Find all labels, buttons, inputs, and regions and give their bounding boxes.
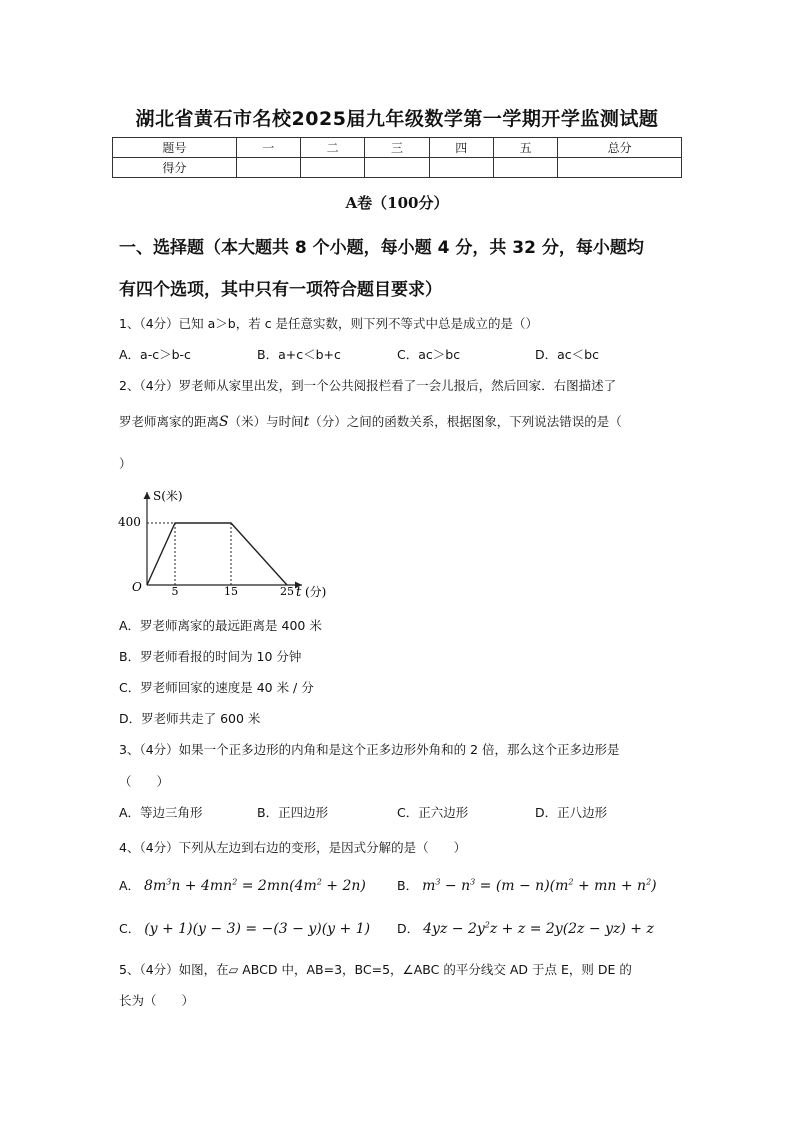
option-label: C． bbox=[119, 921, 141, 936]
question-2-option-d: D．罗老师共走了 600 米 bbox=[119, 711, 261, 726]
q2-text-part: 罗老师离家的距离 bbox=[119, 414, 220, 429]
question-4-option-c bbox=[119, 919, 370, 937]
score-header-cell: 三 bbox=[365, 138, 429, 158]
option-label: A． bbox=[119, 878, 141, 893]
formula-c: (y + 1)(y − 3) = −(3 − y)(y + 1) bbox=[144, 921, 371, 937]
question-5-stem-line2: 长为（ ） bbox=[119, 993, 195, 1008]
page-title: 湖北省黄石市名校2025届九年级数学第一学期开学监测试题 bbox=[135, 108, 659, 130]
formula-d: $4yz - 2y^2z + z = 2y(2z - yz) + z$ bbox=[423, 920, 654, 937]
question-2-option-b: B．罗老师看报的时间为 10 分钟 bbox=[119, 649, 302, 664]
question-4-option-b bbox=[397, 876, 657, 894]
score-input-cell[interactable] bbox=[493, 158, 557, 178]
score-header-cell: 一 bbox=[236, 138, 300, 158]
score-table bbox=[112, 137, 682, 178]
score-table-score-row bbox=[113, 158, 682, 178]
question-1-option-a: A．a-c＞b-c bbox=[119, 347, 191, 362]
score-input-cell[interactable] bbox=[236, 158, 300, 178]
variable-t: t bbox=[303, 414, 310, 430]
question-3-stem-line2: （ ） bbox=[119, 774, 170, 789]
question-3-option-a: A．等边三角形 bbox=[119, 805, 203, 820]
question-2-stem-line1: 2、（4分）罗老师从家里出发，到一个公共阅报栏看了一会儿报后，然后回家．右图描述了 bbox=[119, 378, 617, 393]
score-table-header-row bbox=[113, 138, 682, 158]
score-header-cell: 题号 bbox=[113, 138, 237, 158]
question-5-stem-line1: 5、（4分）如图，在▱ ABCD 中，AB=3，BC=5，∠ABC 的平分线交 AD 于点 E，则 DE 的 bbox=[119, 962, 632, 977]
question-2-stem-line3: ） bbox=[119, 456, 132, 471]
x-axis-unit: (分) bbox=[305, 585, 327, 599]
x-tick-label-15: 15 bbox=[224, 585, 238, 598]
section-heading-line2: 有四个选项，其中只有一项符合题目要求） bbox=[119, 280, 442, 300]
score-row-label: 得分 bbox=[113, 158, 237, 178]
option-label: B． bbox=[397, 878, 419, 893]
question-4-stem: 4、（4分）下列从左边到右边的变形，是因式分解的是（ ） bbox=[119, 840, 467, 855]
score-input-cell[interactable] bbox=[300, 158, 364, 178]
distance-time-graph bbox=[110, 484, 340, 604]
question-1-option-d: D．ac＜bc bbox=[535, 347, 599, 362]
score-header-cell: 二 bbox=[300, 138, 364, 158]
score-input-cell[interactable] bbox=[429, 158, 493, 178]
option-label: D． bbox=[397, 921, 420, 936]
section-heading-line1: 一、选择题（本大题共 8 个小题，每小题 4 分，共 32 分，每小题均 bbox=[119, 238, 644, 258]
question-2-option-a: A．罗老师离家的最远距离是 400 米 bbox=[119, 618, 322, 633]
volume-heading: A卷（100分） bbox=[345, 194, 449, 212]
y-tick-label: 400 bbox=[118, 515, 141, 529]
question-1-option-b: B．a+c＜b+c bbox=[257, 347, 341, 362]
question-1-option-c: C．ac＞bc bbox=[397, 347, 461, 362]
score-input-cell[interactable] bbox=[558, 158, 682, 178]
question-2-option-c: C．罗老师回家的速度是 40 米 / 分 bbox=[119, 680, 314, 695]
x-tick-label-5: 5 bbox=[171, 585, 179, 598]
score-input-cell[interactable] bbox=[365, 158, 429, 178]
score-header-cell: 总分 bbox=[558, 138, 682, 158]
question-3-option-c: C．正六边形 bbox=[397, 805, 469, 820]
question-4-option-a bbox=[119, 876, 366, 894]
question-3-option-b: B．正四边形 bbox=[257, 805, 329, 820]
formula-a: $8m^3n + 4mn^2 = 2mn(4m^2 + 2n)$ bbox=[144, 877, 366, 894]
question-2-stem-line2 bbox=[119, 412, 622, 430]
q2-text-part: （分）之间的函数关系，根据图象，下列说法错误的是（ bbox=[309, 414, 622, 429]
question-3-option-d: D．正八边形 bbox=[535, 805, 608, 820]
variable-s: S bbox=[219, 414, 229, 430]
distance-time-line bbox=[147, 523, 287, 585]
question-3-stem-line1: 3、（4分）如果一个正多边形的内角和是这个正多边形外角和的 2 倍，那么这个正多边形是 bbox=[119, 742, 620, 757]
score-header-cell: 四 bbox=[429, 138, 493, 158]
x-axis-variable: t bbox=[296, 585, 302, 600]
question-1-stem: 1、（4分）已知 a＞b，若 c 是任意实数，则下列不等式中总是成立的是（） bbox=[119, 316, 539, 331]
origin-label: O bbox=[132, 580, 142, 594]
question-4-option-d bbox=[397, 919, 654, 937]
formula-b: $m^3 - n^3 = (m - n)(m^2$ + mn + $n^2$) bbox=[422, 877, 657, 894]
q2-text-part: （米）与时间 bbox=[228, 414, 304, 429]
y-axis-label: S(米) bbox=[153, 489, 183, 503]
x-tick-label-25: 25 bbox=[280, 585, 294, 598]
score-header-cell: 五 bbox=[493, 138, 557, 158]
